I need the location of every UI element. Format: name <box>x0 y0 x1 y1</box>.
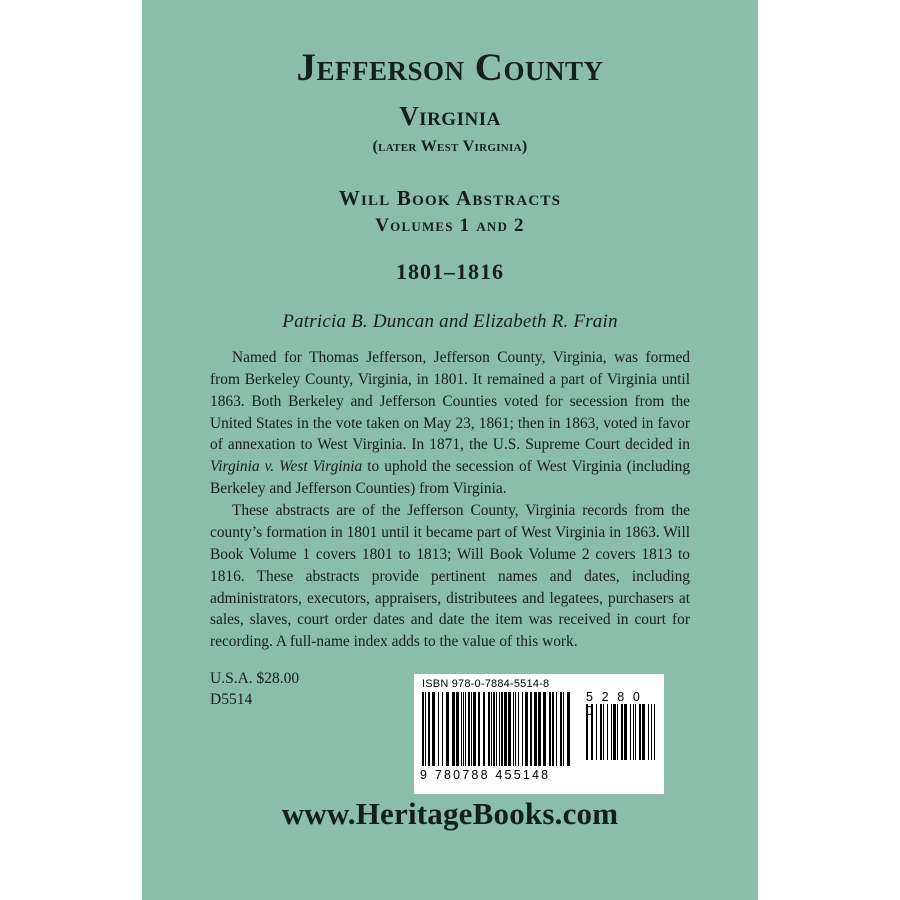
barcode-bar <box>567 692 570 766</box>
date-range: 1801–1816 <box>396 258 504 284</box>
paragraph-1-case-name: Virginia v. West Virginia <box>210 458 363 476</box>
barcode-bar <box>471 692 472 766</box>
subtitle-volumes: Volumes 1 and 2 <box>375 214 525 236</box>
barcode-ean13 <box>422 692 574 766</box>
barcode-bar <box>465 692 466 766</box>
barcode-bar <box>556 692 557 766</box>
barcode-bar <box>501 692 503 766</box>
title-block <box>210 0 690 285</box>
barcode-bar <box>563 692 564 766</box>
barcode-bar <box>422 692 424 766</box>
barcode-bar <box>543 692 546 766</box>
barcode-bar <box>504 692 507 766</box>
barcode-main-number: 9 780788 455148 <box>420 768 551 782</box>
barcode-block <box>414 674 664 794</box>
description-paragraph-1 <box>210 347 690 500</box>
barcode-bar <box>491 692 492 766</box>
barcode-bar <box>525 692 528 766</box>
isbn-label: ISBN 978-0-7884-5514-8 <box>422 678 550 690</box>
publisher-website[interactable]: www.HeritageBooks.com <box>281 796 619 831</box>
barcode-bar <box>468 692 470 766</box>
barcode-bar <box>538 692 541 766</box>
barcode-bar <box>456 692 459 766</box>
barcode-bar <box>499 692 500 766</box>
description-text <box>210 347 690 653</box>
barcode-bar <box>428 692 430 766</box>
price-line: U.S.A. $28.00 <box>210 670 300 688</box>
paragraph-1-part-2: to uphold the secession of West Virginia (including Berkeley and Jefferson Counties) from Virginia. <box>210 458 691 498</box>
barcode-bar <box>478 692 480 766</box>
barcode-bar <box>560 692 562 766</box>
title-state: Virginia <box>399 100 501 131</box>
barcode-bars-row <box>420 690 658 782</box>
item-code: D5514 <box>210 691 253 709</box>
barcode-bar <box>452 692 455 766</box>
barcode-bar <box>473 692 476 766</box>
barcode-bar <box>446 692 449 766</box>
barcode-bar <box>438 692 439 766</box>
barcode-bar <box>493 692 495 766</box>
page-title: Jefferson County <box>296 46 604 89</box>
barcode-bar <box>534 692 537 766</box>
authors-line: Patricia B. Duncan and Elizabeth R. Frain <box>282 310 618 332</box>
barcode-bar <box>552 692 554 766</box>
barcode-bar <box>463 692 464 766</box>
barcode-bar <box>496 692 497 766</box>
barcode-addon-number: 5 2 8 0 0 <box>586 690 643 718</box>
barcode-bar <box>549 692 551 766</box>
barcode-bar <box>461 692 462 766</box>
barcode-bar <box>442 692 443 766</box>
barcode-bar <box>522 692 523 766</box>
barcode-bar <box>530 692 532 766</box>
barcode-bar <box>513 692 514 766</box>
paragraph-1-part-1: Named for Thomas Jefferson, Jefferson County, Virginia, was formed from Berkeley County, Virginia, in 1801. It remained a part of Virginia until 1863. Both Berkeley and Jefferson Counties voted for secession from the United States in the vote taken on May 23, 1861; then in 1863, voted in favor of annexation to West Virginia. In 1871, the U.S. Supreme Court decided in <box>210 348 690 454</box>
title-state-note: (later West Virginia) <box>372 137 528 155</box>
barcode-bar <box>425 692 426 766</box>
subtitle-abstracts: Will Book Abstracts <box>338 185 562 210</box>
cover-panel <box>142 0 758 900</box>
barcode-bar <box>508 692 511 766</box>
barcode-bar <box>515 692 516 766</box>
barcode-bar <box>483 692 485 766</box>
barcode-bar <box>488 692 490 766</box>
barcode-bar <box>518 692 519 766</box>
description-paragraph-2: These abstracts are of the Jefferson County, Virginia records from the county’s formation in 1801 until it became part of West Virginia in 1863. Will Book Volume 1 covers 1801 to 1813; Will Book Volume 2 covers 1813 to 1816. These abstracts provide pertinent names and dates, including administrators, executors, appraisers, distributees and legatees, purchasers at sales, slaves, court order dates and date the item was received in court for recording. A full-name index adds to the value of this work. <box>210 502 690 651</box>
barcode-bar <box>432 692 435 766</box>
